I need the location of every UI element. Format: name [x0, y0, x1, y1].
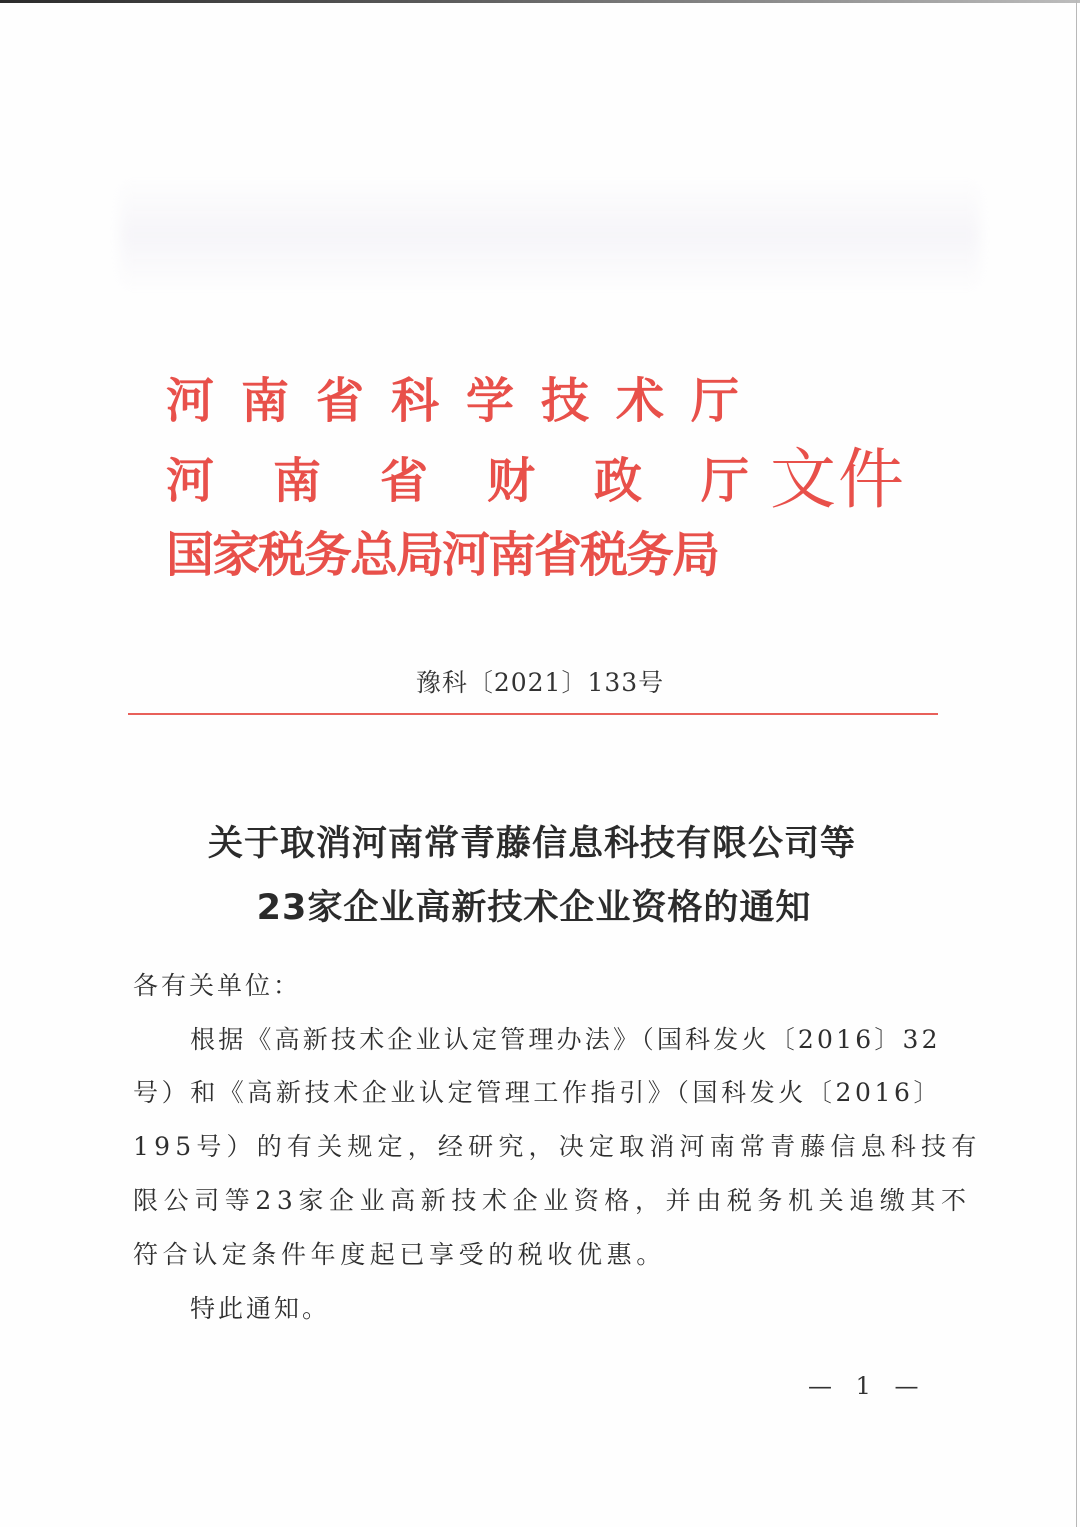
scan-right-edge [1076, 0, 1077, 1527]
issuer-science-tech-dept: 河南省科学技术厅 [166, 373, 767, 429]
paragraph-line: 号）和《高新技术企业认定管理工作指引》（国科发火〔2016〕 [133, 1078, 943, 1107]
closing-remark: 特此通知。 [190, 1294, 331, 1323]
salutation: 各有关单位： [133, 971, 302, 1000]
red-divider-line [128, 713, 938, 715]
scan-top-edge [0, 0, 1080, 3]
paragraph-line: 限公司等23家企业高新技术企业资格，并由税务机关追缴其不 [133, 1186, 972, 1215]
paragraph-line: 符合认定条件年度起已享受的税收优惠。 [133, 1240, 666, 1269]
document-number: 豫科〔2021〕133号 [415, 668, 665, 697]
document-type-label: 文件 [770, 441, 906, 518]
issuer-tax-bureau: 国家税务总局河南省税务局 [166, 527, 719, 583]
document-title-line-1: 关于取消河南常青藤信息科技有限公司等 [207, 824, 856, 864]
document-title-line-2: 23家企业高新技术企业资格的通知 [256, 888, 812, 928]
paragraph-line: 根据《高新技术企业认定管理办法》（国科发火〔2016〕32 [190, 1025, 941, 1054]
paragraph-line: 195号）的有关规定，经研究，决定取消河南常青藤信息科技有 [133, 1132, 982, 1161]
bleed-through-shadow [120, 175, 980, 295]
page-number: — 1 — [808, 1372, 927, 1400]
issuer-finance-dept: 河南省财政厅 [166, 453, 809, 509]
